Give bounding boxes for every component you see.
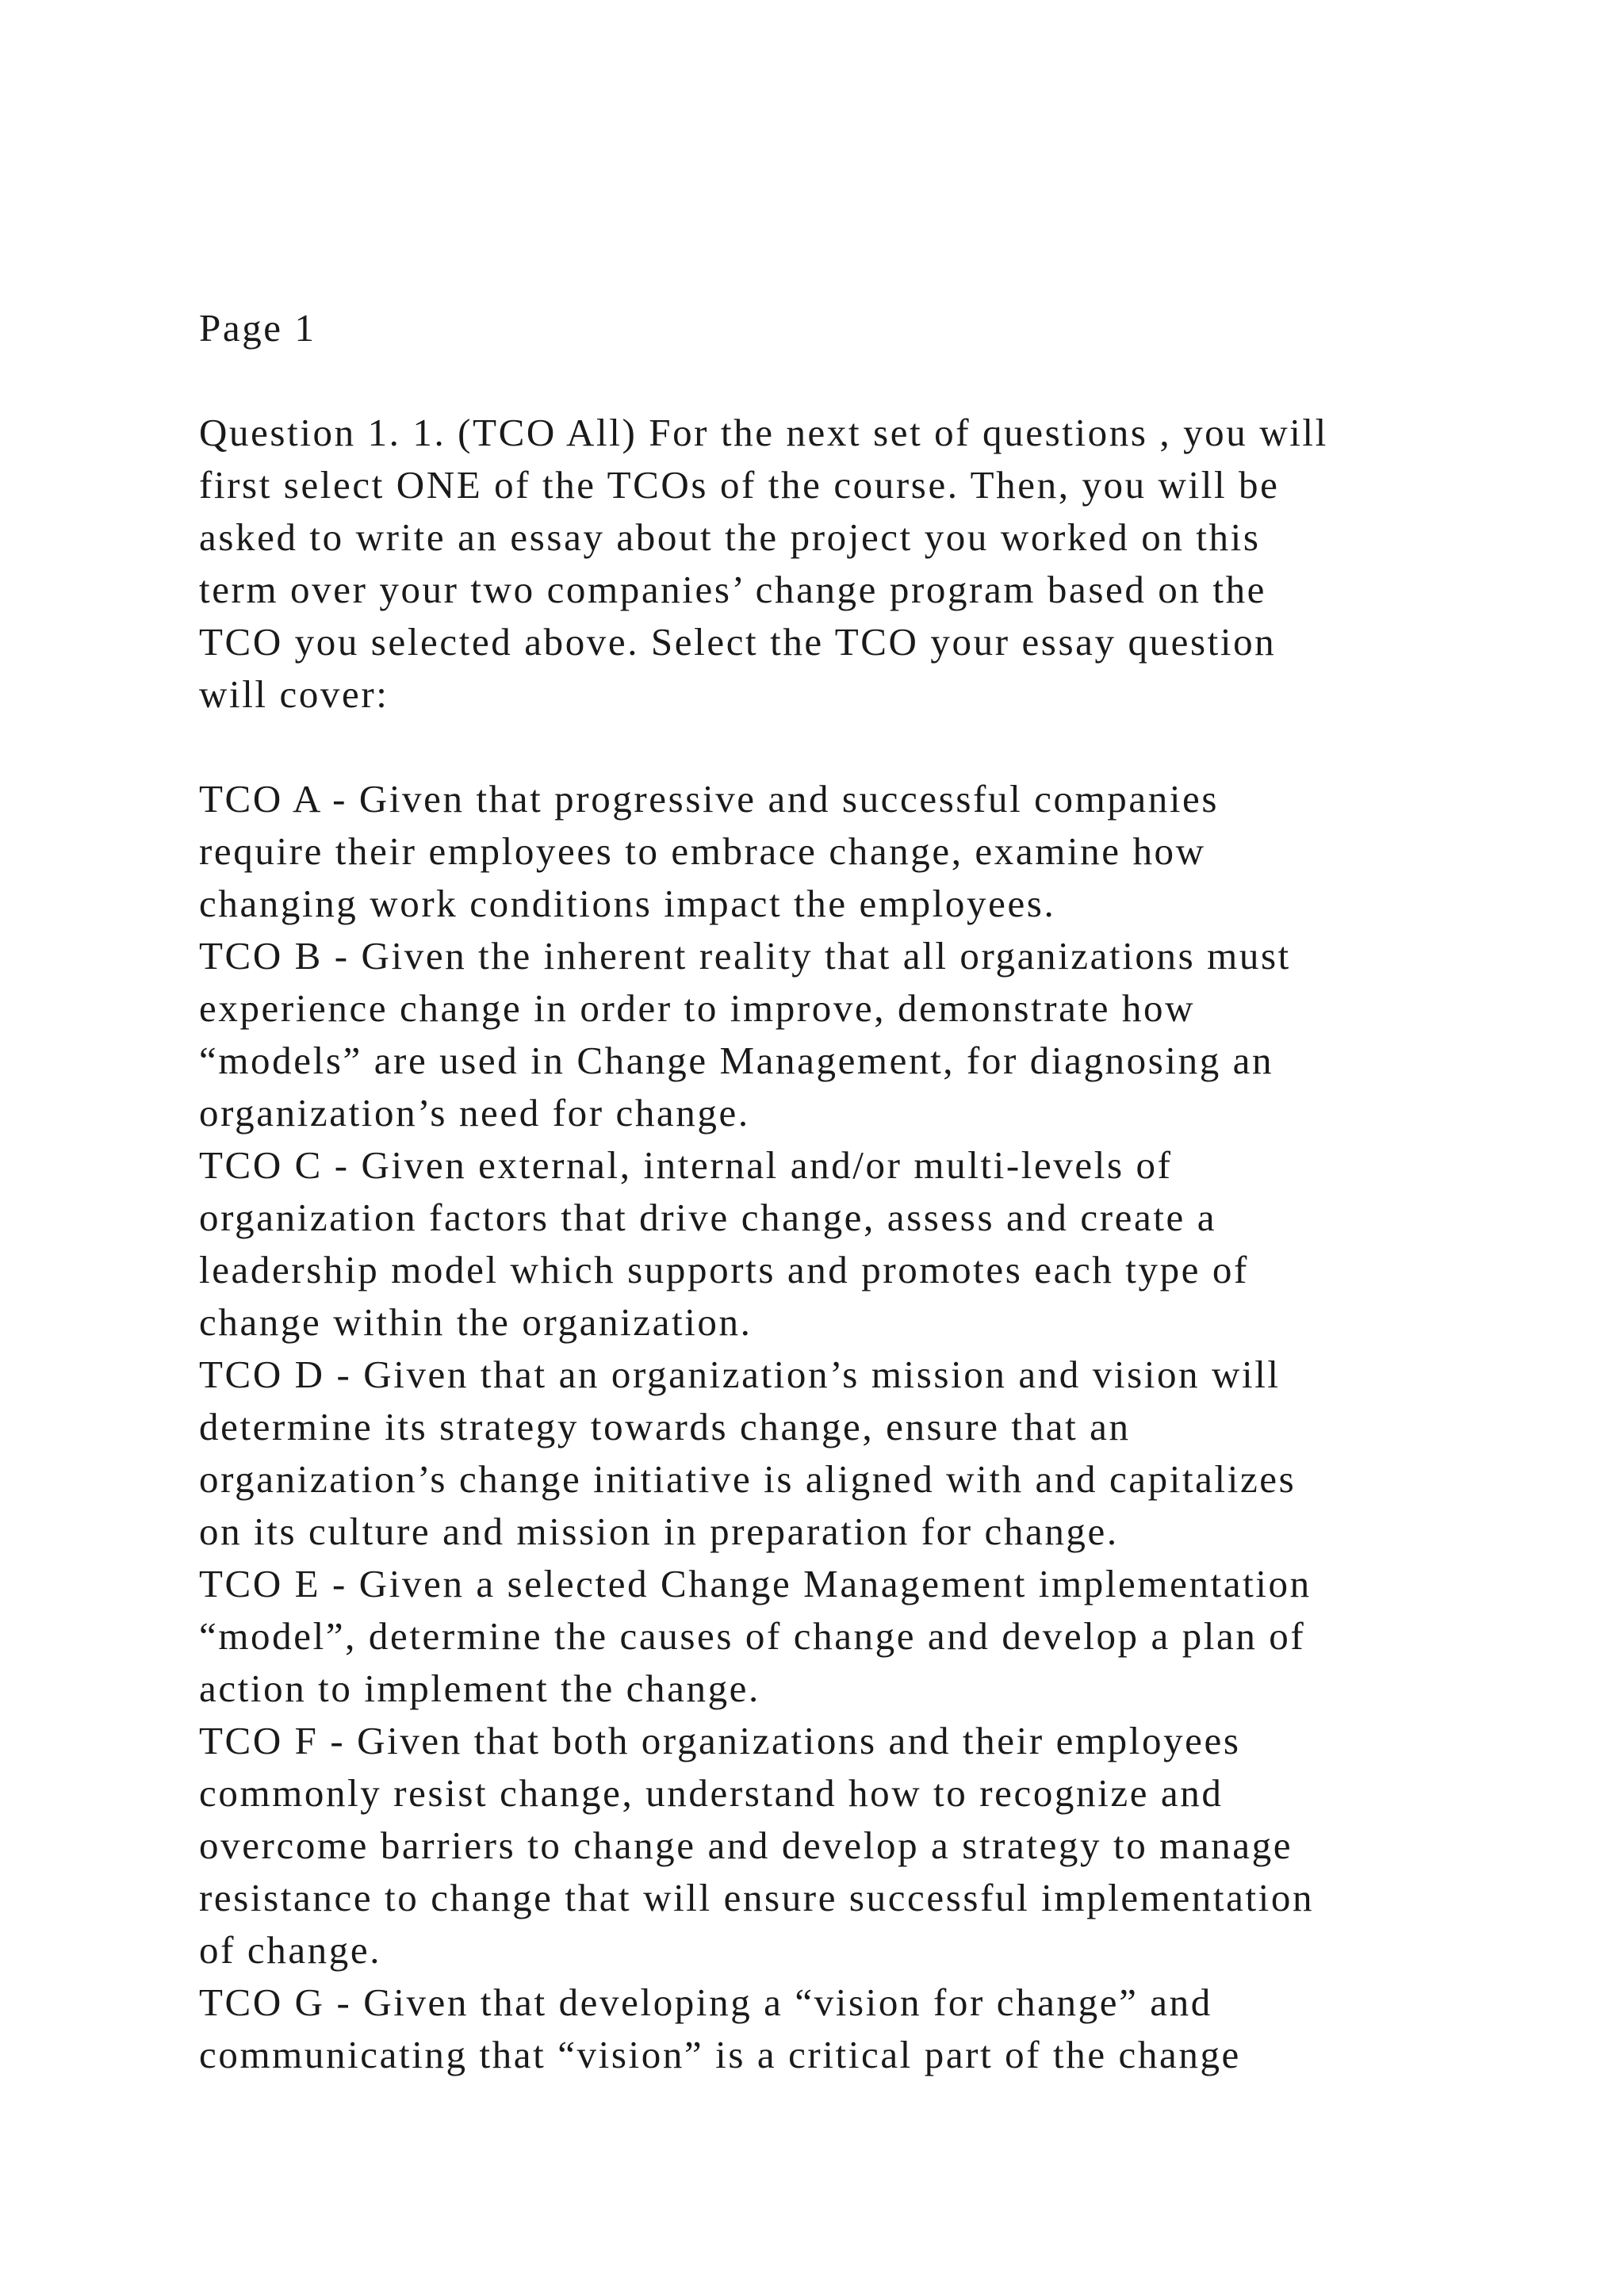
question-line: first select ONE of the TCOs of the course. Then, you will be xyxy=(199,463,1280,507)
document-text xyxy=(199,302,1507,2081)
tco-line: TCO E - Given a selected Change Management implementation xyxy=(199,1562,1312,1605)
tco-line: changing work conditions impact the employees. xyxy=(199,882,1056,925)
spacer xyxy=(199,354,1507,407)
tco-line: organization’s change initiative is aligned with and capitalizes xyxy=(199,1457,1297,1501)
tco-list xyxy=(199,773,1507,2081)
tco-line: commonly resist change, understand how to recognize and xyxy=(199,1771,1224,1815)
tco-line: overcome barriers to change and develop a strategy to manage xyxy=(199,1823,1293,1867)
tco-line: communicating that “vision” is a critical part of the change xyxy=(199,2033,1241,2076)
tco-line: leadership model which supports and promotes each type of xyxy=(199,1248,1249,1292)
tco-line: change within the organization. xyxy=(199,1300,753,1344)
question-paragraph xyxy=(199,407,1507,721)
page-label: Page 1 xyxy=(199,306,316,350)
spacer xyxy=(199,721,1507,773)
question-line: TCO you selected above. Select the TCO your essay question xyxy=(199,620,1277,664)
tco-line: action to implement the change. xyxy=(199,1667,760,1710)
tco-line: TCO D - Given that an organization’s mission and vision will xyxy=(199,1353,1281,1396)
question-line: term over your two companies’ change program based on the xyxy=(199,568,1267,611)
tco-line: TCO B - Given the inherent reality that all organizations must xyxy=(199,934,1291,978)
question-line: asked to write an essay about the project you worked on this xyxy=(199,515,1261,559)
tco-line: of change. xyxy=(199,1928,382,1972)
tco-line: TCO C - Given external, internal and/or multi-levels of xyxy=(199,1143,1173,1187)
tco-line: TCO A - Given that progressive and successful companies xyxy=(199,777,1220,821)
tco-line: determine its strategy towards change, ensure that an xyxy=(199,1405,1131,1448)
tco-line: organization factors that drive change, assess and create a xyxy=(199,1196,1217,1239)
tco-line: “model”, determine the causes of change and develop a plan of xyxy=(199,1614,1306,1658)
tco-line: TCO F - Given that both organizations and their employees xyxy=(199,1719,1241,1762)
tco-line: require their employees to embrace change, examine how xyxy=(199,829,1206,873)
tco-line: TCO G - Given that developing a “vision for change” and xyxy=(199,1980,1212,2024)
question-line: Question 1. 1. (TCO All) For the next set of questions , you will xyxy=(199,411,1328,454)
question-line: will cover: xyxy=(199,672,389,716)
tco-line: organization’s need for change. xyxy=(199,1091,750,1135)
tco-line: experience change in order to improve, demonstrate how xyxy=(199,986,1196,1030)
tco-line: on its culture and mission in preparation for change. xyxy=(199,1510,1119,1553)
tco-line: “models” are used in Change Management, for diagnosing an xyxy=(199,1039,1274,1082)
tco-line: resistance to change that will ensure successful implementation xyxy=(199,1876,1315,1919)
